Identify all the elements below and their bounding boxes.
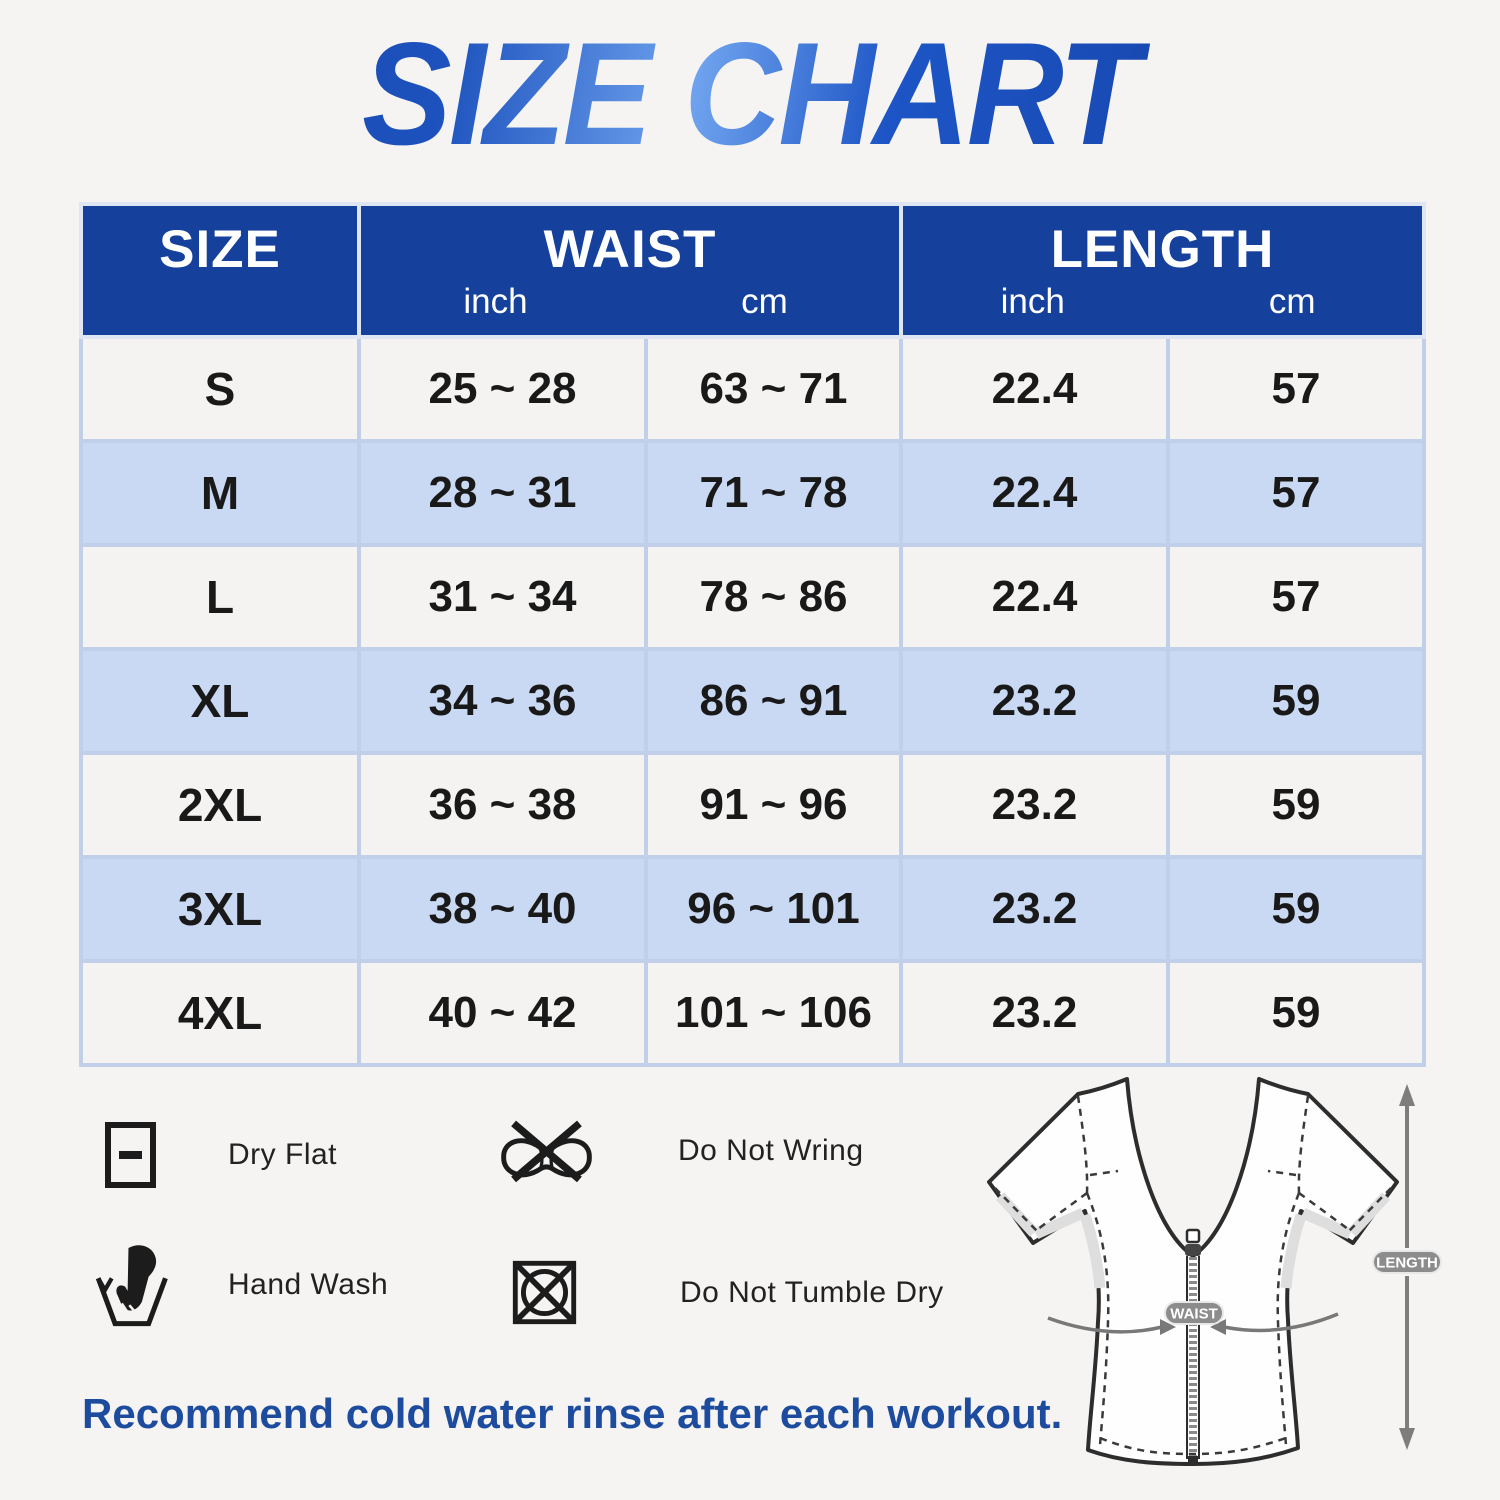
dry-flat-icon [103,1120,158,1190]
size-table-body [81,337,1424,1065]
size-chart-table [79,202,1426,1067]
hand-wash-icon [93,1243,169,1327]
cell-size: L [81,545,359,649]
cell-waist-inch: 36 ~ 38 [359,753,646,857]
cell-length-cm: 57 [1168,441,1424,545]
care-label: Hand Wash [228,1268,389,1301]
table-header-row [81,204,1424,337]
waist-unit-cm: cm [741,282,788,321]
table-row [81,441,1424,545]
cell-waist-cm: 63 ~ 71 [646,337,901,441]
care-item-dry-flat [103,1120,337,1190]
care-item-hand-wash [93,1243,388,1327]
table-row [81,857,1424,961]
cell-waist-inch: 25 ~ 28 [359,337,646,441]
cell-length-cm: 59 [1168,753,1424,857]
cell-waist-cm: 96 ~ 101 [646,857,901,961]
waist-badge [1165,1302,1223,1324]
cell-length-cm: 57 [1168,545,1424,649]
page-title: SIZE CHART [60,10,1440,178]
cell-length-cm: 59 [1168,857,1424,961]
length-badge [1373,1251,1441,1273]
cell-length-cm: 59 [1168,649,1424,753]
waist-unit-inch: inch [463,282,528,321]
footer-note: Recommend cold water rinse after each workout. [82,1390,1063,1437]
cell-size: 2XL [81,753,359,857]
column-header-length [901,204,1424,337]
cell-waist-inch: 34 ~ 36 [359,649,646,753]
cell-length-inch: 22.4 [901,441,1168,545]
do-not-wring-icon [493,1116,600,1186]
column-header-waist [359,204,901,337]
waist-badge-label: WAIST [1170,1305,1218,1323]
length-badge-label: LENGTH [1376,1254,1438,1272]
table-row [81,961,1424,1065]
care-item-do-not-wring [493,1116,864,1186]
cell-length-inch: 23.2 [901,649,1168,753]
cell-waist-cm: 78 ~ 86 [646,545,901,649]
cell-length-cm: 57 [1168,337,1424,441]
length-header-label: LENGTH [1050,220,1275,279]
cell-length-inch: 22.4 [901,337,1168,441]
cell-waist-cm: 71 ~ 78 [646,441,901,545]
table-row [81,545,1424,649]
cell-length-inch: 22.4 [901,545,1168,649]
care-label: Dry Flat [228,1138,337,1171]
table-row [81,649,1424,753]
cell-size: 3XL [81,857,359,961]
waist-units-row [361,282,899,322]
waist-header-label: WAIST [543,220,717,279]
care-item-do-not-tumble-dry [508,1256,944,1329]
cell-length-inch: 23.2 [901,857,1168,961]
cell-waist-inch: 38 ~ 40 [359,857,646,961]
care-label: Do Not Tumble Dry [680,1275,944,1309]
cell-waist-cm: 101 ~ 106 [646,961,901,1065]
cell-waist-cm: 86 ~ 91 [646,649,901,753]
cell-length-inch: 23.2 [901,753,1168,857]
cell-size: XL [81,649,359,753]
cell-waist-inch: 31 ~ 34 [359,545,646,649]
column-header-size [81,204,359,337]
cell-length-cm: 59 [1168,961,1424,1065]
cell-size: M [81,441,359,545]
care-label: Do Not Wring [678,1134,864,1167]
length-units-row [903,282,1422,322]
table-row [81,337,1424,441]
cell-length-inch: 23.2 [901,961,1168,1065]
cell-waist-cm: 91 ~ 96 [646,753,901,857]
cell-waist-inch: 40 ~ 42 [359,961,646,1065]
cell-size: 4XL [81,961,359,1065]
cell-waist-inch: 28 ~ 31 [359,441,646,545]
cell-size: S [81,337,359,441]
do-not-tumble-dry-icon [508,1256,581,1329]
length-unit-cm: cm [1268,282,1316,321]
length-unit-inch: inch [1000,282,1065,321]
table-row [81,753,1424,857]
size-header-label: SIZE [159,220,281,279]
